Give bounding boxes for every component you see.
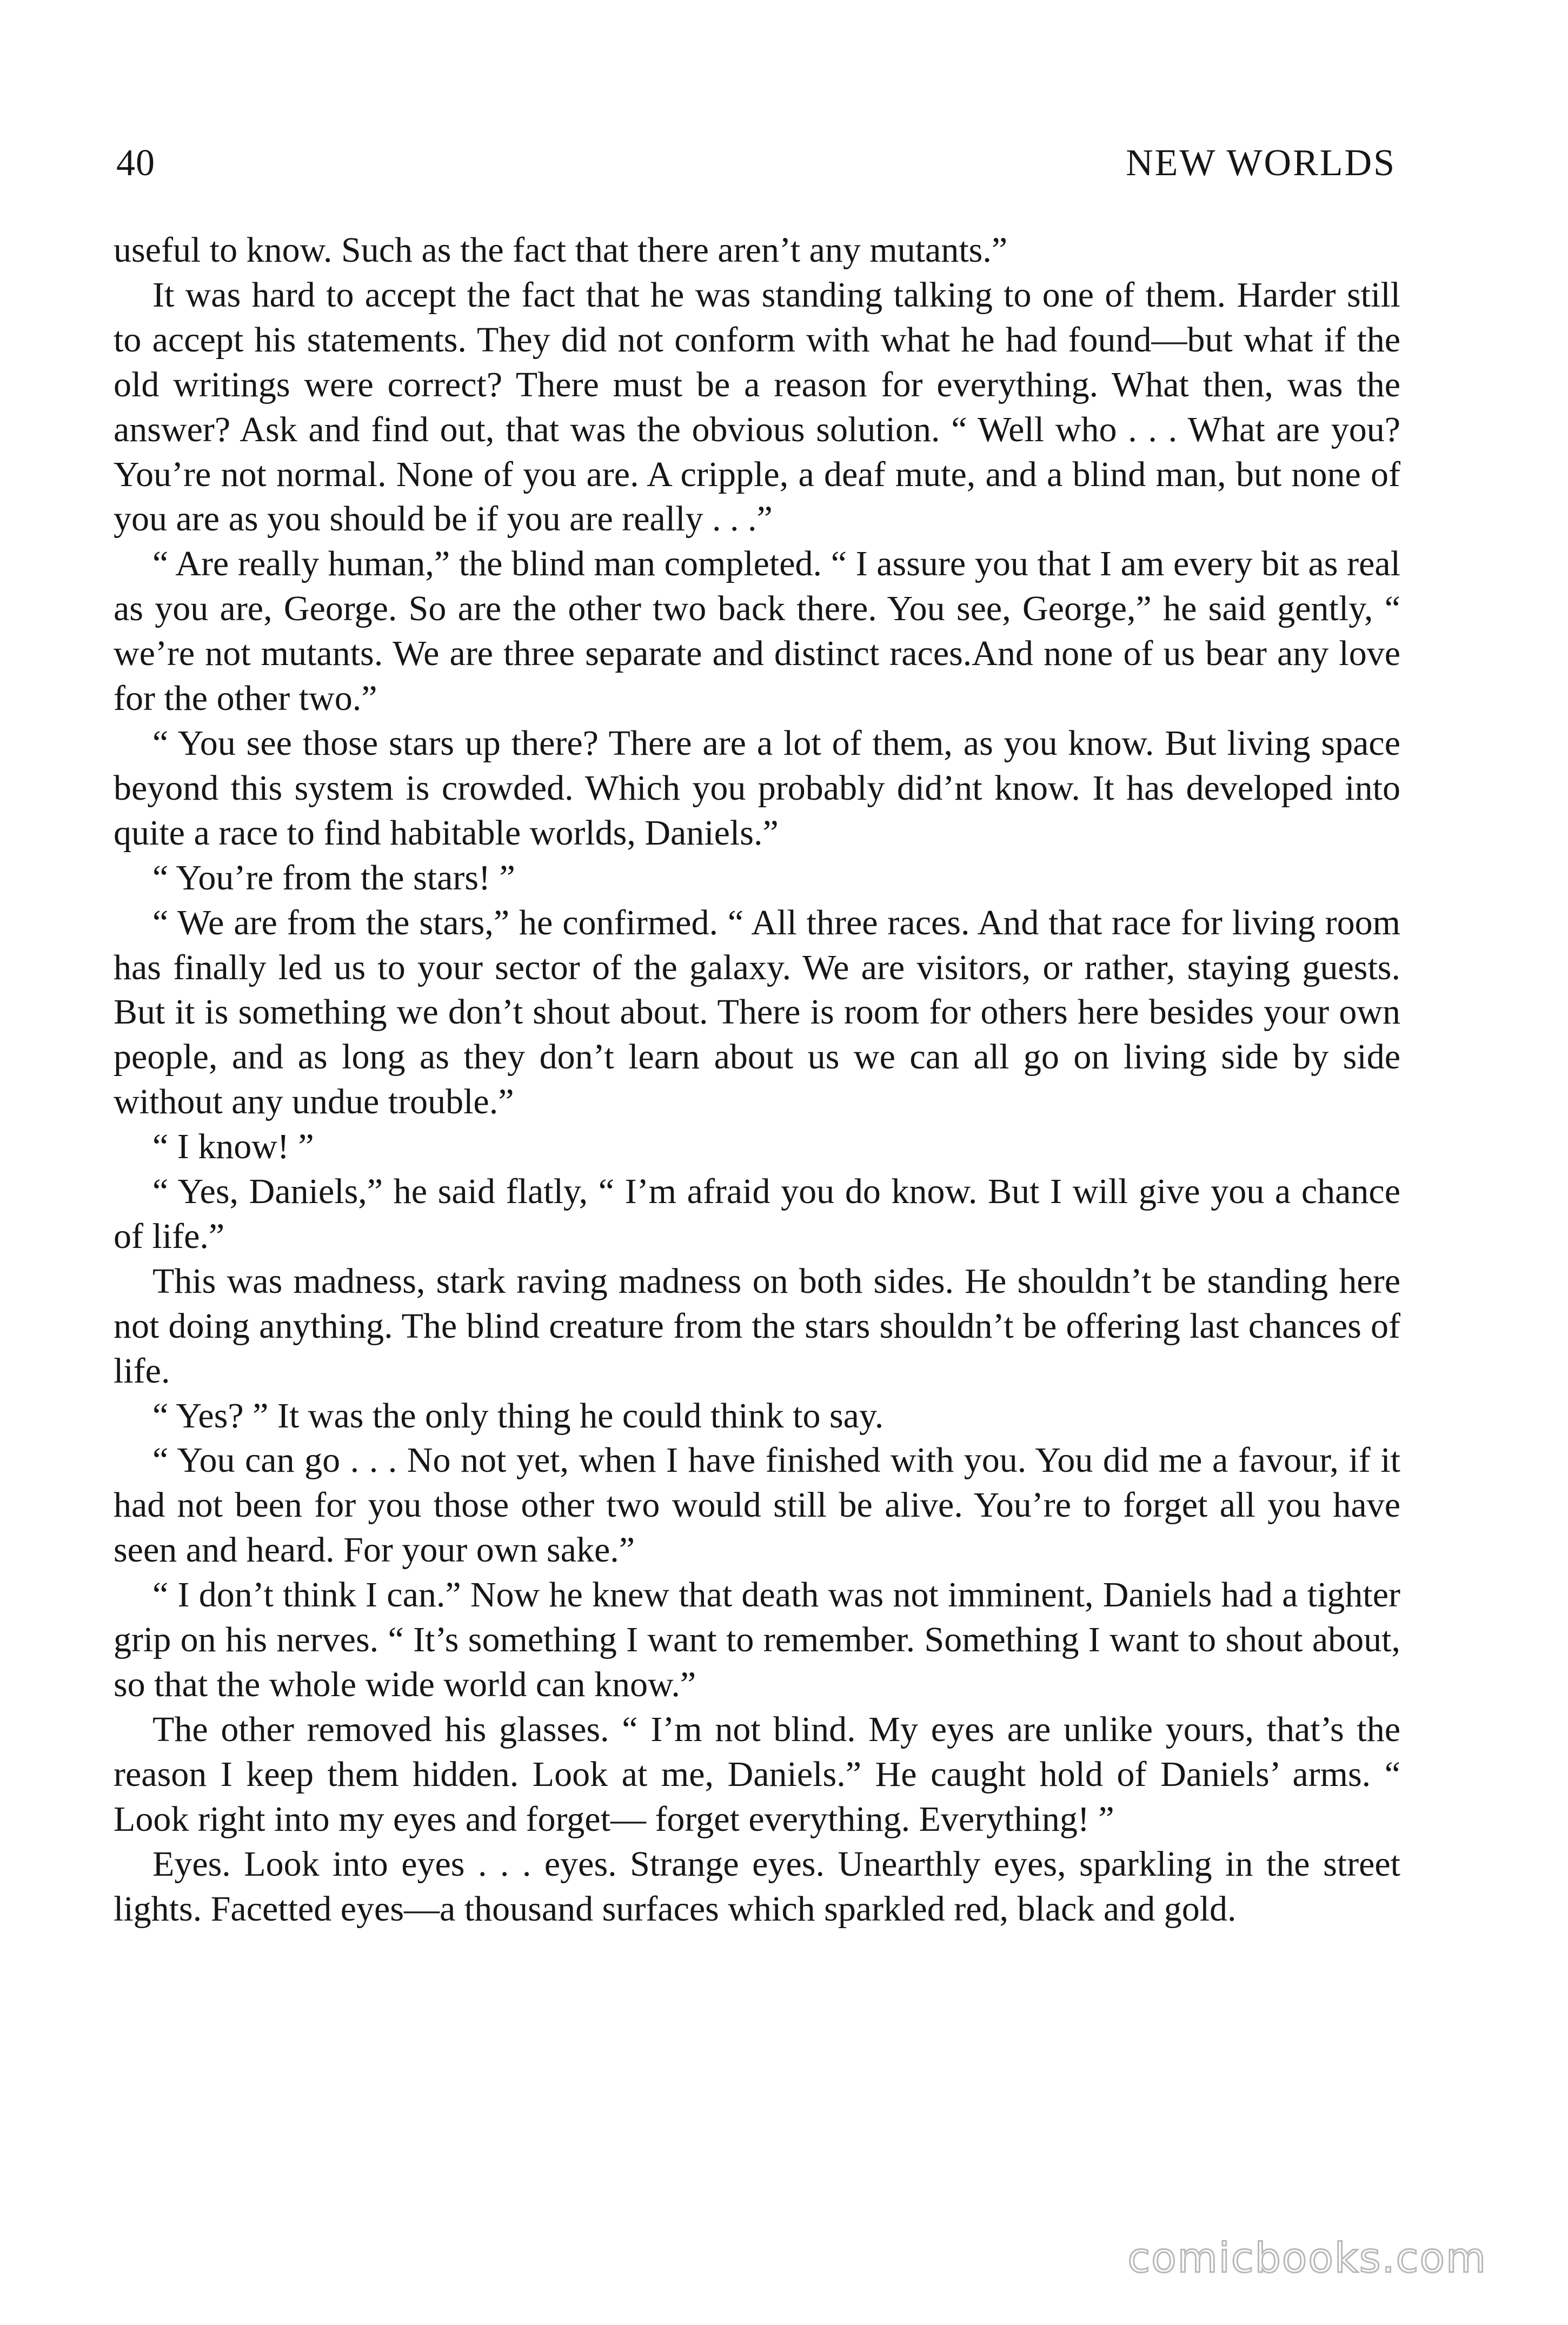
paragraph: “ Yes, Daniels,” he said flatly, “ I’m afraid you do know. But I will give you a chance of life.” [114,1172,1400,1256]
paragraph: “ I know! ” [152,1127,314,1167]
paragraph: This was madness, stark raving madness on both sides. He shouldn’t be standing here not doing anything. The blind creature from the stars shouldn’t be offering last chances of life. [114,1261,1400,1391]
paragraph: Eyes. Look into eyes . . . eyes. Strange eyes. Unearthly eyes, sparkling in the street lights. Facetted eyes—a thousand surfaces which sparkled red, black and gold. [114,1844,1400,1929]
paragraph: useful to know. Such as the fact that there aren’t any mutants.” [114,230,1008,270]
paragraph: “ Are really human,” the blind man completed. “ I assure you that I am every bit as real as you are, George. So are the other two back there. You see, George,” he said gently, “ we’re not mutants. We are three separate and distinct races.And none of us bear any love for the other two.” [114,544,1400,719]
paragraph: “ You see those stars up there? There are a lot of them, as you know. But living space beyond this system is crowded. Which you probably did’nt know. It has developed into quite a race to find habitable worlds, Daniels.” [114,723,1400,853]
page-number: 40 [116,142,155,184]
paragraph: “ We are from the stars,” he confirmed. “ All three races. And that race for living room has finally led us to your sector of the galaxy. We are visitors, or rather, staying guests. But it is something we don’t shout about. There is room for others here besides your own people, and as long as they don’t learn about us we can all go on living side by side without any undue trouble.” [114,902,1400,1122]
paragraph: “ You can go . . . No not yet, when I have finished with you. You did me a favour, if it had not been for you those other two would still be alive. You’re to forget all you have seen and heard. For your own sake.” [114,1440,1400,1570]
paragraph: “ I don’t think I can.” Now he knew that death was not imminent, Daniels had a tighter grip on his nerves. “ It’s something I want to remember. Something I want to shout about, so that the whole wide world can know.” [114,1575,1400,1704]
watermark: comicbooks.com [1127,2234,1487,2282]
running-head: NEW WORLDS [1126,142,1396,184]
story-text [114,228,1400,1931]
paragraph: The other removed his glasses. “ I’m not blind. My eyes are unlike yours, that’s the reason I keep them hidden. Look at me, Daniels.” He caught hold of Daniels’ arms. “ Look right into my eyes and forget— forget everything. Everything! ” [114,1709,1400,1839]
paragraph: “ Yes? ” It was the only thing he could think to say. [152,1396,884,1436]
paragraph: It was hard to accept the fact that he was standing talking to one of them. Harder still to accept his statements. They did not conform with what he had found—but what if the old writings were correct? There must be a reason for everything. What then, was the answer? Ask and find out, that was the obvious solution. “ Well who . . . What are you? You’re not normal. None of you are. A cripple, a deaf mute, and a blind man, but none of you are as you should be if you are really . . .” [114,275,1400,539]
page-header [116,142,1396,201]
paragraph: “ You’re from the stars! ” [152,858,515,898]
